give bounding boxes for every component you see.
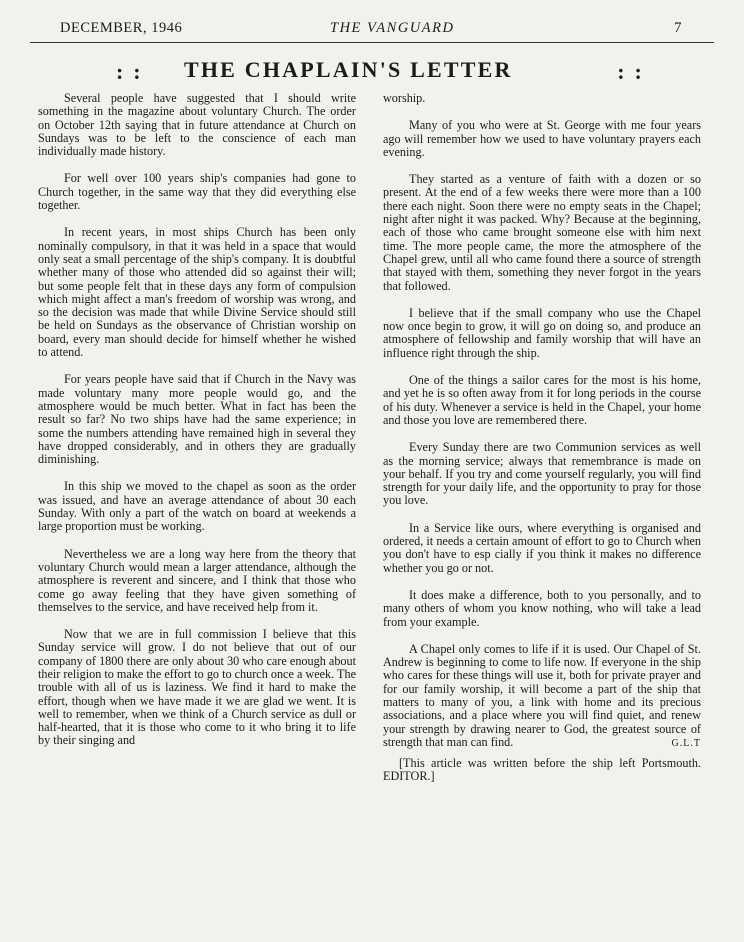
magazine-title: THE VANGUARD xyxy=(330,20,455,36)
page-header xyxy=(30,18,710,40)
paragraph: It does make a difference, both to you personally, and to many others of whom you know nothing, who will take a lead from your example. xyxy=(383,587,701,629)
final-paragraph xyxy=(383,643,701,749)
header-rule xyxy=(30,42,714,43)
page-number: 7 xyxy=(674,20,682,36)
article-title: THE CHAPLAIN'S LETTER xyxy=(184,57,513,82)
paragraph-text: A Chapel only comes to life if it is used. Our Chapel of St. Andrew is beginning to come to life now. If everyone in the ship who cares for these things will use it, both for private prayer and for our family worship, it will become a part of the ship that matters to many of you, a link with home and its precious associations, and a place where you will find quiet, and renew your strength by drawing nearer to God, the greatest source of strength that man can find. xyxy=(383,641,701,749)
paragraph: In recent years, in most ships Church has been only nominally compulsory, in that it was held in a space that would only seat a small percentage of the ship's company. It is doubtful whether many of those who attended did so against their will; but some people felt that in these days any form of compulsion which might affect a man's freedom of worship was wrong, and so the decision was made that while Divine Service should still be held on Sundays as the observance of Christian worship on board, every man should decide for himself whether he wished to attend. xyxy=(38,225,356,360)
left-column xyxy=(38,92,356,762)
paragraph: Many of you who were at St. George with me four years ago will remember how we used to have voluntary prayers each evening. xyxy=(383,118,701,159)
paragraph: In this ship we moved to the chapel as soon as the order was issued, and have an average attendance of about 30 each Sunday. With only a part of the watch on board at weekends a large proportion must be working. xyxy=(38,479,356,534)
author-signature: G.L.T xyxy=(671,737,701,749)
issue-date: DECEMBER, 1946 xyxy=(60,20,183,36)
paragraph: One of the things a sailor cares for the most is his home, and yet he is so often away from it for long periods in the course of his duty. Whenever a service is held in the Chapel, your home and those you love are remembered there. xyxy=(383,373,701,427)
paragraph: Now that we are in full commission I believe that this Sunday service will grow. I do not believe that out of our company of 1800 there are only about 30 who care enough about their religion to make the effort to go to church once a week. The trouble with all of us is laziness. We find it hard to make the effort, though when we have made it we are glad we went. It is well to remember, when we think of a Church service as dull or half-hearted, that it is those who come to it who bring it to life by their singing and xyxy=(38,627,356,748)
paragraph: In a Service like ours, where everything is organised and ordered, it needs a certain amount of effort to go to Church when you don't have to esp cially if you think it makes no difference whether you go or not. xyxy=(383,520,701,575)
editor-note: [This article was written before the ship left Portsmouth. EDITOR.] xyxy=(383,756,701,784)
title-left-ornament: : : xyxy=(116,59,143,84)
continued-text: worship. xyxy=(383,91,426,105)
paragraph: Nevertheless we are a long way here from the theory that voluntary Church would mean a larger attendance, although the atmosphere is reverent and sincere, and I think that those who come go away feeling that they have given something of themselves to the service, and have received help from it. xyxy=(38,546,356,614)
paragraph: For well over 100 years ship's companies had gone to Church together, in the same way that they did everything else together. xyxy=(38,171,356,213)
paragraph: Every Sunday there are two Communion services as well as the morning service; always that remembrance is made on your behalf. If you try and come yourself regularly, you will find strength for your daily life, and the opportunity to pray for those you love. xyxy=(383,440,701,508)
paragraph: For years people have said that if Church in the Navy was made voluntary many more people would go, and the atmosphere would be much better. What in fact has been the result so far? No two ships have had the same experience; in some the numbers attending have remained high in several they have dropped considerably, and in others they are gradually diminishing. xyxy=(38,372,356,467)
paragraph: They started as a venture of faith with a dozen or so present. At the end of a few weeks there were more than a 100 there each night. Soon there were no empty seats in the Chapel; night after night it was packed. Why? Because at the beginning, each of those who came brought someone else with him next time. The more people came, the more the atmosphere of the Chapel grew, until all who came found there a source of strength that stayed with them, something they never forgot in the years that followed. xyxy=(383,172,701,293)
article-title-row xyxy=(30,57,714,89)
paragraph: I believe that if the small company who use the Chapel now once begin to grow, it will go on doing so, and produce an atmosphere of fellowship and family worship that will have an influence right through the ship. xyxy=(383,305,701,360)
paragraph: Several people have suggested that I should write something in the magazine about voluntary Church. The order on October 12th saying that in future attendance at Church on Sundays was to be left to the conscience of each man individually made history. xyxy=(38,91,356,159)
right-column xyxy=(383,92,701,798)
title-right-ornament: : : xyxy=(617,59,644,84)
